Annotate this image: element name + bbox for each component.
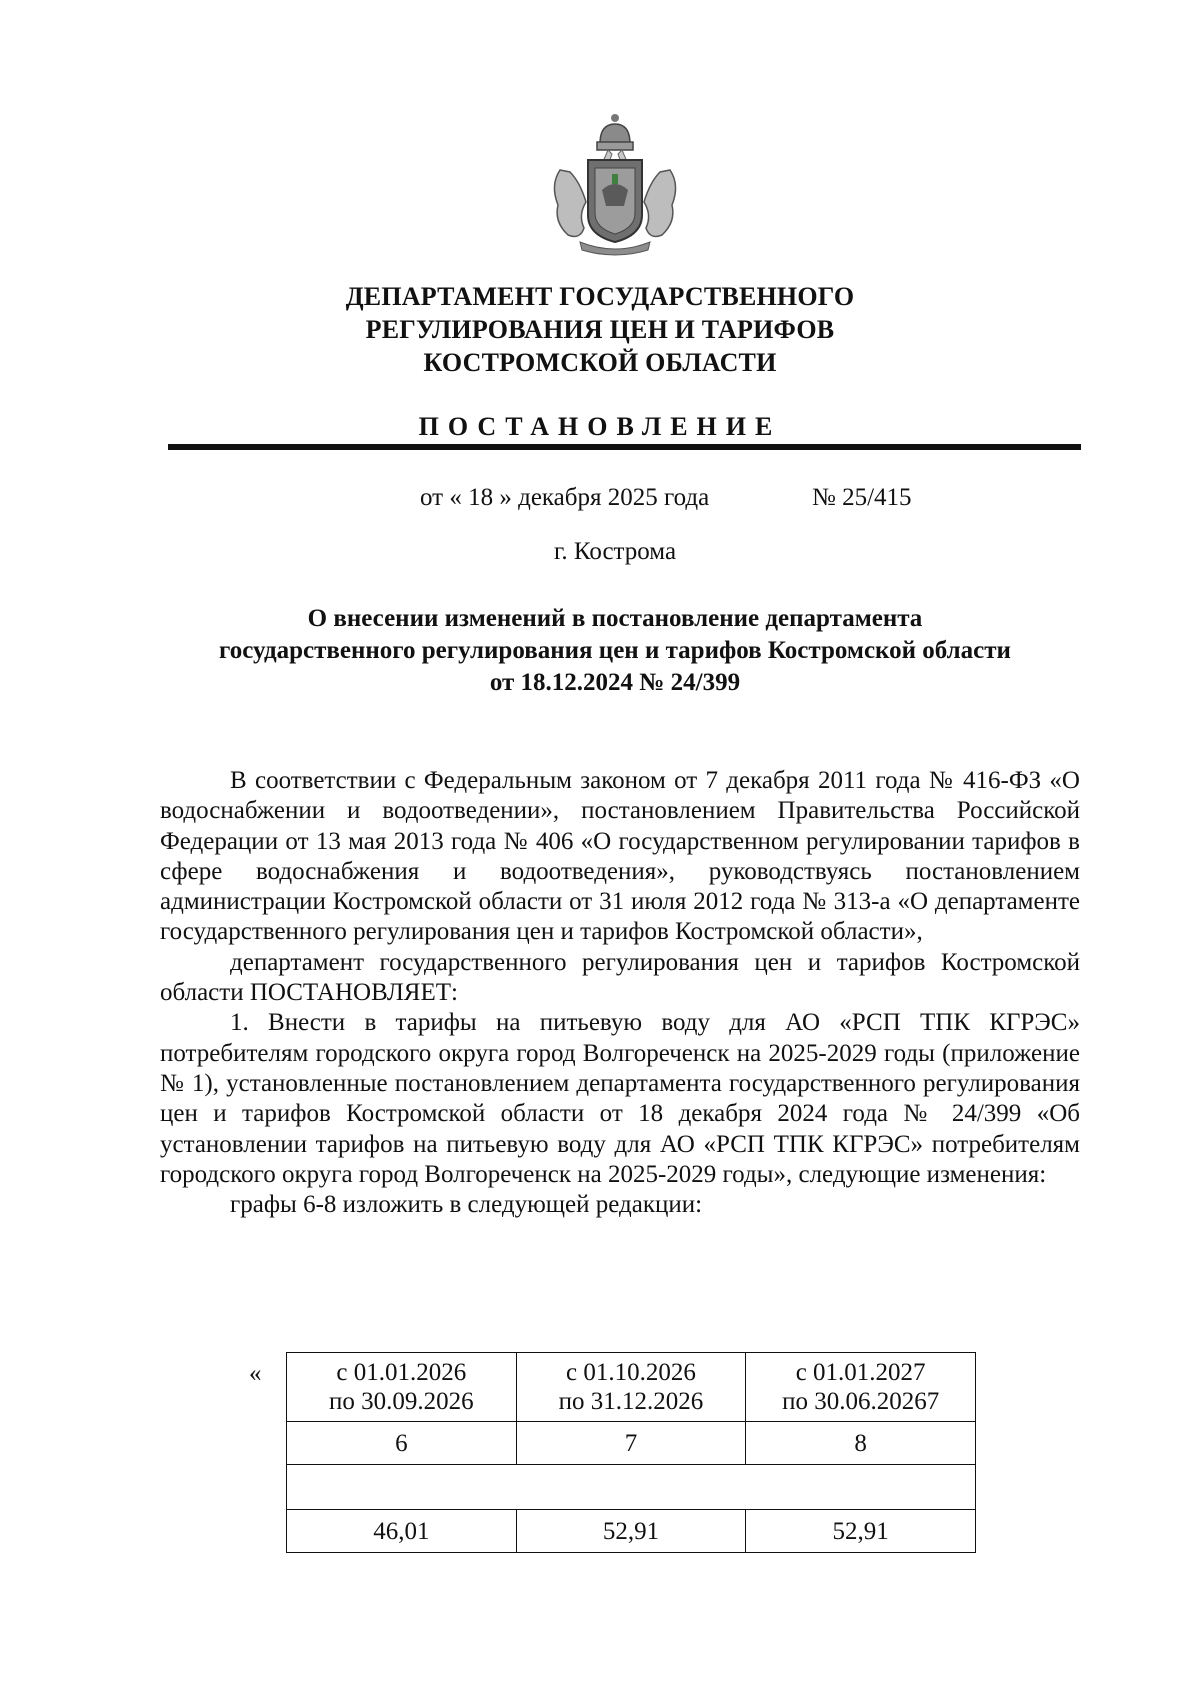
body-paragraph-item-1: 1. Внести в тарифы на питьевую воду для АО «РСП ТПК КГРЭС» потребителям городского округа город Волгореченск на 2025-2029 годы (приложение № 1), установленные постановлением департамента государственного регулирования цен и тарифов Костромской области от 18 декабря 2024 года № 24/399 «Об установлении тарифов на питьевую воду для АО «РСП ТПК КГРЭС» потребителям городского округа город Волгореченск на 2025-2029 годы», следующие изменения:: [160, 1009, 1080, 1188]
column-number-cell: 8: [746, 1422, 976, 1465]
period-start: с 01.01.2027: [795, 1359, 926, 1386]
column-number-cell: 7: [516, 1422, 746, 1465]
department-name-line-1: ДЕПАРТАМЕНТ ГОСУДАРСТВЕННОГО: [345, 282, 855, 311]
department-name-line-3: КОСТРОМСКОЙ ОБЛАСТИ: [423, 348, 777, 377]
period-start: с 01.10.2026: [566, 1359, 696, 1386]
table-row: [287, 1465, 976, 1510]
decree-title: ПОСТАНОВЛЕНИЕ: [418, 412, 782, 441]
tariff-value-cell: 52,91: [746, 1510, 976, 1553]
table-header-cell: [516, 1353, 746, 1422]
table-row: [287, 1422, 976, 1465]
period-end: по 30.09.2026: [329, 1388, 474, 1415]
subject-line-1: О внесении изменений в постановление департамента: [307, 605, 923, 632]
header-divider: [168, 444, 1081, 450]
tariff-value-cell: 46,01: [287, 1510, 517, 1553]
department-name: [150, 280, 1050, 379]
column-number-cell: 6: [287, 1422, 517, 1465]
body-paragraph-resolves: департамент государственного регулирования цен и тарифов Костромской области ПОСТАНОВЛЯЕТ:: [160, 948, 1080, 1007]
table-row: [287, 1510, 976, 1553]
body-paragraph-legal-basis: В соответствии с Федеральным законом от 7 декабря 2011 года № 416-ФЗ «О водоснабжении и водоотведении», постановлением Правительства Российской Федерации от 13 мая 2013 года № 406 «О государственном регулировании тарифов в сфере водоснабжения и водоотведения», руководствуясь постановлением администрации Костромской области от 31 июля 2012 года № 313-а «О департаменте государственного регулирования цен и тарифов Костромской области»,: [160, 767, 1080, 946]
body-paragraph-columns-note: графы 6-8 изложить в следующей редакции:: [230, 1191, 703, 1219]
decree-number: № 25/415: [812, 484, 912, 511]
decree-body: [160, 766, 1080, 1220]
tariff-value-cell: 52,91: [516, 1510, 746, 1553]
table-header-cell: [287, 1353, 517, 1422]
empty-merged-cell: [287, 1465, 976, 1510]
decree-subject: [150, 603, 1080, 699]
tariff-table: [286, 1352, 976, 1553]
period-start: с 01.01.2026: [336, 1359, 467, 1386]
period-end: по 31.12.2026: [558, 1388, 704, 1415]
decree-date: от « 18 » декабря 2025 года: [420, 484, 710, 511]
opening-quote-mark: «: [249, 1360, 262, 1387]
subject-line-3: от 18.12.2024 № 24/399: [489, 669, 741, 696]
table-header-cell: [746, 1353, 976, 1422]
decree-city: г. Кострома: [553, 538, 677, 565]
coat-of-arms-emblem: [540, 110, 690, 260]
period-end: по 30.06.20267: [782, 1388, 940, 1415]
subject-line-2: государственного регулирования цен и тарифов Костромской области: [219, 637, 1011, 664]
table-row: [287, 1353, 976, 1422]
department-name-line-2: РЕГУЛИРОВАНИЯ ЦЕН И ТАРИФОВ: [365, 315, 835, 344]
